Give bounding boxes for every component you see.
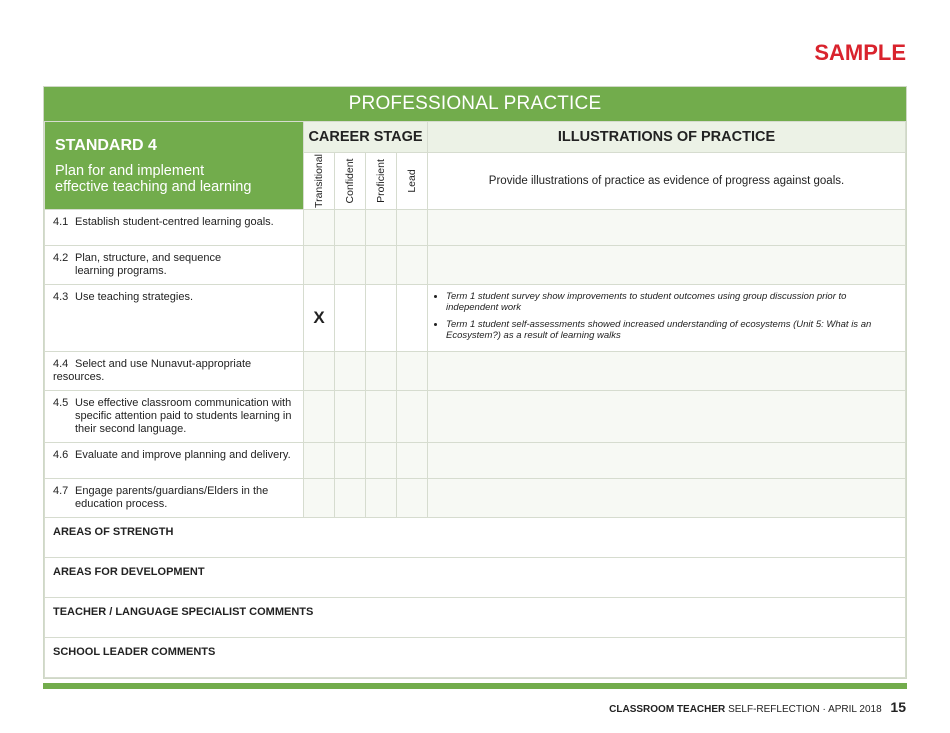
row-text-cont: education process.: [75, 498, 168, 510]
row-text: Use effective classroom communication with: [75, 397, 292, 409]
banner-title: PROFESSIONAL PRACTICE: [44, 87, 906, 121]
check-cell[interactable]: [366, 246, 397, 285]
table-row: [45, 285, 906, 352]
illustrations-header: ILLUSTRATIONS OF PRACTICE: [428, 122, 906, 153]
footer-divider: [43, 683, 907, 689]
stage-confident: [335, 153, 366, 210]
table-row: [45, 210, 906, 246]
row-number: 4.2: [53, 252, 69, 264]
standard-subtitle: [55, 163, 293, 195]
row-text-cont: specific attention paid to students learning in their second language.: [75, 410, 292, 435]
check-cell[interactable]: [366, 210, 397, 246]
illustration-cell[interactable]: [428, 246, 906, 285]
check-cell[interactable]: [335, 285, 366, 352]
illustration-cell[interactable]: [428, 285, 906, 352]
stage-label: Transitional: [313, 154, 325, 208]
check-cell[interactable]: [397, 352, 428, 391]
table-row: [45, 246, 906, 285]
row-label: [45, 352, 304, 391]
check-cell[interactable]: [335, 443, 366, 479]
row-text: Evaluate and improve planning and delivery.: [75, 449, 291, 461]
footer-doc-subtitle: SELF-REFLECTION · APRIL 2018: [728, 704, 882, 715]
check-cell[interactable]: [304, 443, 335, 479]
page-number: 15: [890, 699, 906, 715]
standard-header: [45, 122, 304, 210]
illustrations-instruction: Provide illustrations of practice as evidence of progress against goals.: [428, 153, 906, 210]
stage-transitional: [304, 153, 335, 210]
stage-label: Proficient: [375, 159, 387, 203]
table-row: [45, 352, 906, 391]
row-number: 4.5: [53, 397, 69, 409]
standard-subtitle-line2: effective teaching and learning: [55, 179, 252, 195]
row-label: [45, 285, 304, 352]
check-cell[interactable]: [366, 443, 397, 479]
check-cell[interactable]: [366, 352, 397, 391]
standard-table: [44, 121, 906, 678]
row-label: [45, 443, 304, 479]
footer-doc-title: CLASSROOM TEACHER: [609, 704, 726, 715]
row-label: [45, 479, 304, 518]
check-cell[interactable]: [397, 479, 428, 518]
school-leader-comments[interactable]: SCHOOL LEADER COMMENTS: [45, 638, 906, 678]
row-label: [45, 246, 304, 285]
check-cell[interactable]: [397, 210, 428, 246]
stage-label: Lead: [406, 169, 418, 193]
illustration-cell[interactable]: [428, 479, 906, 518]
check-cell[interactable]: [335, 391, 366, 443]
areas-of-strength[interactable]: AREAS OF STRENGTH: [45, 518, 906, 558]
check-cell[interactable]: [304, 479, 335, 518]
standard-subtitle-line1: Plan for and implement: [55, 163, 205, 179]
x-mark: X: [313, 308, 325, 327]
section-row: [45, 638, 906, 678]
illustration-cell[interactable]: [428, 210, 906, 246]
table-row: [45, 443, 906, 479]
row-label: [45, 391, 304, 443]
illustration-cell[interactable]: [428, 391, 906, 443]
illustration-cell[interactable]: [428, 443, 906, 479]
areas-for-development[interactable]: AREAS FOR DEVELOPMENT: [45, 558, 906, 598]
stage-proficient: [366, 153, 397, 210]
row-text-cont: learning programs.: [75, 265, 167, 277]
evidence-item: • Term 1 student self-assessments showed increased understanding of ecosystems (Unit 5: What is an Ecosystem?) as a result of learning walks: [446, 319, 897, 341]
row-text: Use teaching strategies.: [75, 291, 194, 303]
evidence-item: • Term 1 student survey show improvements to student outcomes using group discussion prior to independent work: [446, 291, 897, 313]
stage-label: Confident: [344, 158, 356, 204]
stage-lead: [397, 153, 428, 210]
check-cell[interactable]: [397, 285, 428, 352]
practice-form: [43, 86, 907, 679]
sample-watermark: SAMPLE: [814, 40, 906, 65]
row-text: Select and use Nunavut-appropriate resources.: [53, 358, 252, 383]
check-cell-marked[interactable]: [304, 285, 335, 352]
career-stage-header: CAREER STAGE: [304, 122, 428, 153]
check-cell[interactable]: [335, 210, 366, 246]
section-row: [45, 598, 906, 638]
page-footer: [609, 699, 906, 715]
row-number: 4.1: [53, 216, 69, 228]
check-cell[interactable]: [397, 246, 428, 285]
check-cell[interactable]: [366, 479, 397, 518]
row-number: 4.4: [53, 358, 69, 370]
section-row: [45, 558, 906, 598]
check-cell[interactable]: [304, 352, 335, 391]
row-number: 4.7: [53, 485, 69, 497]
teacher-comments[interactable]: TEACHER / LANGUAGE SPECIALIST COMMENTS: [45, 598, 906, 638]
illustration-cell[interactable]: [428, 352, 906, 391]
row-text: Plan, structure, and sequence: [75, 252, 222, 264]
check-cell[interactable]: [397, 391, 428, 443]
check-cell[interactable]: [335, 352, 366, 391]
check-cell[interactable]: [366, 391, 397, 443]
row-label: [45, 210, 304, 246]
check-cell[interactable]: [397, 443, 428, 479]
standard-title: STANDARD 4: [55, 137, 157, 154]
table-row: [45, 479, 906, 518]
check-cell[interactable]: [304, 391, 335, 443]
row-number: 4.3: [53, 291, 69, 303]
evidence-list: [436, 291, 897, 341]
row-text: Engage parents/guardians/Elders in the: [75, 485, 269, 497]
check-cell[interactable]: [304, 210, 335, 246]
row-number: 4.6: [53, 449, 69, 461]
table-row: [45, 391, 906, 443]
check-cell[interactable]: [366, 285, 397, 352]
check-cell[interactable]: [304, 246, 335, 285]
check-cell[interactable]: [335, 479, 366, 518]
check-cell[interactable]: [335, 246, 366, 285]
section-row: [45, 518, 906, 558]
row-text: Establish student-centred learning goals.: [75, 216, 274, 228]
